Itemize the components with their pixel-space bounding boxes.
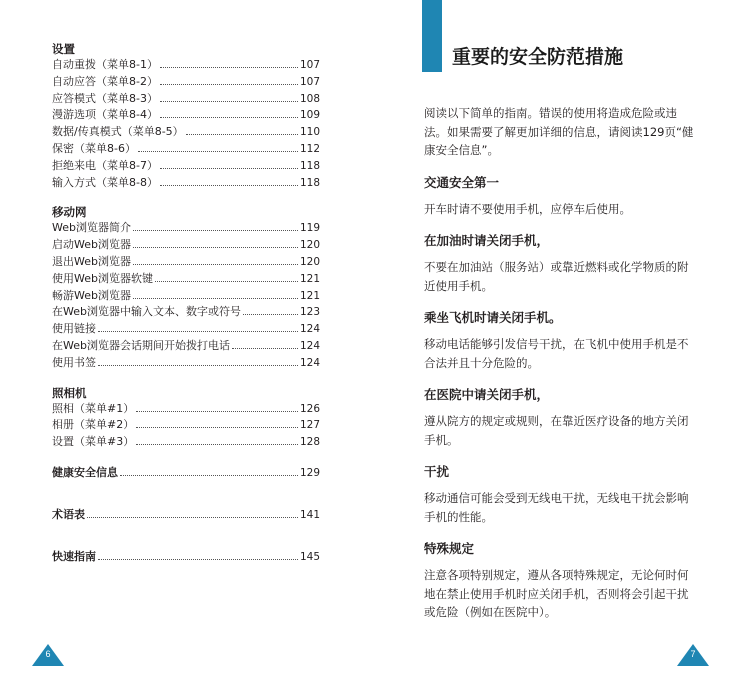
section-text: 移动电话能够引发信号干扰，在飞机中使用手机是不合法并且十分危险的。 [424, 337, 689, 370]
toc-entry-page: 120 [299, 239, 320, 252]
toc-entry[interactable] [52, 141, 320, 158]
toc-entry-label: 相册（菜单#2） [52, 418, 135, 432]
toc-entry-page: 127 [299, 419, 320, 432]
toc-entry-label: 拒绝来电（菜单8-7） [52, 158, 158, 172]
leader-dots [136, 411, 298, 412]
toc-entry[interactable] [52, 417, 320, 434]
toc-entry-page: 141 [299, 508, 320, 521]
toc-group-mobile-web [52, 205, 320, 371]
leader-dots [186, 134, 298, 135]
toc-entry[interactable] [52, 288, 320, 305]
toc-entry-label: 使用Web浏览器软键 [52, 271, 153, 285]
toc-group-camera [52, 386, 320, 451]
leader-dots [133, 230, 298, 231]
toc-entry-page: 124 [299, 356, 320, 369]
section-text: 移动通信可能会受到无线电干扰，无线电干扰会影响手机的性能。 [424, 491, 689, 524]
toc-entry-label: 快速指南 [52, 549, 96, 563]
leader-dots [98, 331, 298, 332]
page-title: 重要的安全防范措施 [452, 46, 624, 68]
safety-section [424, 232, 696, 295]
toc-entry[interactable] [52, 220, 320, 237]
toc-group-title: 照相机 [52, 385, 87, 400]
safety-content [424, 104, 696, 636]
toc-entry-page: 129 [299, 466, 320, 479]
toc-entry[interactable] [52, 74, 320, 91]
toc-entry-label: 在Web浏览器会话期间开始拨打电话 [52, 338, 230, 352]
toc-entry-page: 118 [299, 159, 320, 172]
toc-entry-page: 128 [299, 436, 320, 449]
leader-dots [98, 559, 298, 560]
toc-entry-label: 退出Web浏览器 [52, 254, 131, 268]
toc-entry[interactable] [52, 237, 320, 254]
page-number: 6 [45, 649, 51, 659]
section-text: 注意各项特别规定，遵从各项特殊规定，无论何时何地在禁止使用手机时应关闭手机，否则将会引起干扰或危险（例如在医院中）。 [424, 568, 689, 619]
toc-entry[interactable] [52, 91, 320, 108]
toc-entry-page: 124 [299, 323, 320, 336]
leader-dots [160, 185, 298, 186]
toc-entry[interactable] [52, 304, 320, 321]
toc-entry-label: 设置（菜单#3） [52, 435, 135, 449]
safety-section [424, 174, 696, 219]
toc-entry[interactable] [52, 271, 320, 288]
section-heading: 在医院中请关闭手机， [424, 387, 550, 402]
toc-entry[interactable] [52, 124, 320, 141]
toc-entry-page: 108 [299, 92, 320, 105]
leader-dots [136, 427, 298, 428]
toc-entry-label: 自动应答（菜单8-2） [52, 74, 158, 88]
leader-dots [98, 365, 298, 366]
leader-dots [160, 168, 298, 169]
toc-entry-page: 121 [299, 272, 320, 285]
leader-dots [87, 517, 298, 518]
toc-entry-page: 107 [299, 75, 320, 88]
toc-entry-page: 145 [299, 550, 320, 563]
toc-entry-page: 126 [299, 402, 320, 415]
toc-entry-page: 119 [299, 222, 320, 235]
leader-dots [138, 151, 298, 152]
toc-entry-page: 107 [299, 59, 320, 71]
leader-dots [133, 264, 298, 265]
toc-entry-label: 漫游选项（菜单8-4） [52, 108, 158, 122]
toc-entry-label: 使用书签 [52, 355, 96, 369]
toc-entry-health-safety[interactable] [52, 465, 320, 482]
safety-section [424, 386, 696, 449]
leader-dots [243, 314, 298, 315]
safety-section [424, 463, 696, 526]
toc-entry-page: 123 [299, 306, 320, 319]
toc-group-title: 移动网 [52, 205, 87, 220]
page-number-marker [32, 644, 64, 666]
safety-section [424, 540, 696, 622]
leader-dots [155, 281, 298, 282]
toc-entry-page: 110 [299, 126, 320, 139]
leader-dots [120, 475, 298, 476]
toc-entry-page: 124 [299, 339, 320, 352]
toc-entry[interactable] [52, 254, 320, 271]
toc-entry-glossary[interactable] [52, 507, 320, 524]
leader-dots [133, 247, 298, 248]
leader-dots [160, 101, 298, 102]
section-heading: 特殊规定 [424, 541, 475, 556]
toc-entry-label: 启动Web浏览器 [52, 238, 131, 252]
toc-entry[interactable] [52, 401, 320, 418]
toc-entry[interactable] [52, 434, 320, 451]
leader-dots [136, 444, 298, 445]
toc-entry[interactable] [52, 321, 320, 338]
section-text: 不要在加油站（服务站）或靠近燃料或化学物质的附近使用手机。 [424, 260, 689, 293]
intro-paragraph: 阅读以下简单的指南。错误的使用将造成危险或违法。如果需要了解更加详细的信息，请阅读129页“健康安全信息”。 [424, 106, 694, 157]
section-text: 遵从院方的规定或规则，在靠近医疗设备的地方关闭手机。 [424, 414, 689, 447]
toc-group-title: 设置 [52, 42, 75, 56]
toc-entry-page: 112 [299, 142, 320, 155]
toc-entry[interactable] [52, 57, 320, 74]
leader-dots [232, 348, 298, 349]
section-heading: 乘坐飞机时请关闭手机。 [424, 310, 562, 325]
toc-entry-label: Web浏览器简介 [52, 221, 131, 235]
toc-entry-label: 术语表 [52, 507, 85, 521]
toc-entry-page: 120 [299, 255, 320, 268]
safety-section [424, 309, 696, 372]
leader-dots [160, 84, 298, 85]
toc-entry-label: 照相（菜单#1） [52, 401, 135, 415]
leader-dots [160, 117, 298, 118]
toc-entry[interactable] [52, 175, 320, 192]
leader-dots [133, 298, 298, 299]
page-number: 7 [690, 649, 696, 659]
toc-entry[interactable] [52, 355, 320, 372]
toc-entry[interactable] [52, 107, 320, 124]
toc-entry-label: 数据/传真模式（菜单8-5） [52, 125, 184, 139]
toc-entry[interactable] [52, 338, 320, 355]
toc-group-settings [52, 42, 320, 191]
toc-entry-page: 109 [299, 109, 320, 122]
section-heading: 干扰 [424, 464, 450, 479]
right-page [372, 0, 744, 682]
toc-entry-label: 在Web浏览器中输入文本、数字或符号 [52, 305, 241, 319]
section-text: 开车时请不要使用手机，应停车后使用。 [424, 201, 631, 216]
toc-entry-label: 输入方式（菜单8-8） [52, 175, 158, 189]
section-heading: 在加油时请关闭手机， [424, 233, 550, 248]
section-heading: 交通安全第一 [424, 174, 500, 190]
toc-entry-label: 保密（菜单8-6） [52, 141, 136, 155]
toc-entry-label: 畅游Web浏览器 [52, 288, 131, 302]
toc-entry[interactable] [52, 158, 320, 175]
toc-entry-label: 健康安全信息 [52, 465, 118, 479]
toc-entry-page: 118 [299, 176, 320, 189]
title-accent-bar [422, 0, 442, 72]
toc-entry-page: 121 [299, 289, 320, 302]
page-number-marker [677, 644, 709, 666]
table-of-contents [52, 42, 320, 590]
toc-entry-label: 使用链接 [52, 322, 96, 336]
toc-entry-label: 应答模式（菜单8-3） [52, 91, 158, 105]
leader-dots [160, 67, 298, 68]
toc-entry-label: 自动重拨（菜单8-1） [52, 58, 158, 71]
toc-entry-quick-guide[interactable] [52, 549, 320, 566]
